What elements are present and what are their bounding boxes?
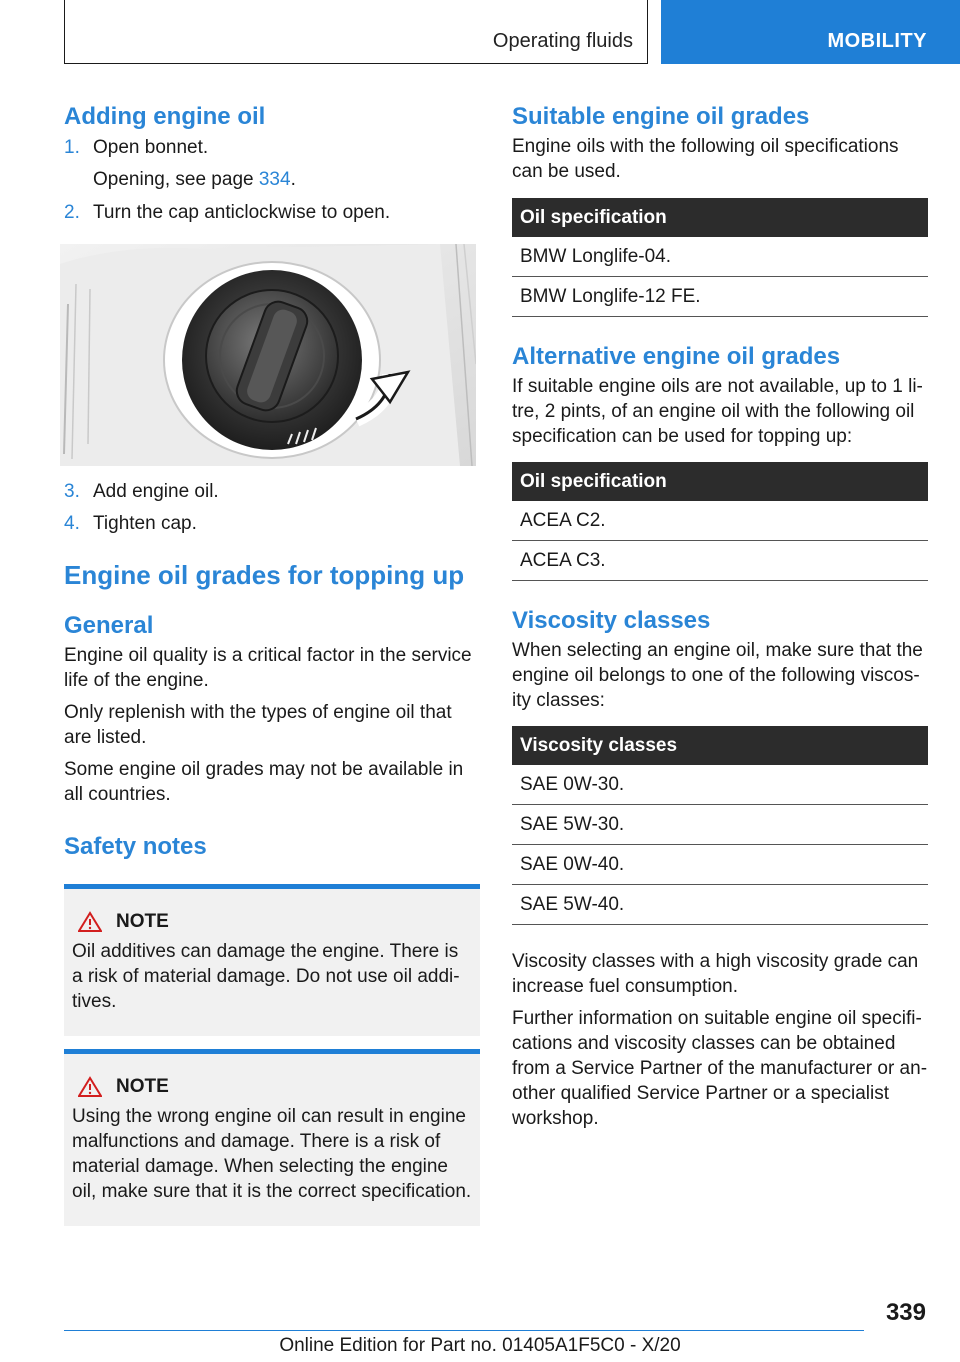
grades-heading: Engine oil grades for topping up	[64, 560, 465, 590]
reference-text: Opening, see page	[93, 169, 259, 190]
alternative-intro: If suitable engine oils are not available, up to 1 litre, 2 pints, of an engine oil with the following oil specification can be used for topping up:	[512, 376, 923, 447]
warning-icon	[78, 911, 102, 933]
general-paragraph: Some engine oil grades may not be available in all countries.	[64, 759, 464, 805]
table-cell: BMW Longlife-04.	[512, 237, 928, 277]
table-header: Oil specification	[512, 198, 928, 237]
step-2	[64, 200, 481, 225]
step-number: 1.	[64, 137, 80, 158]
alternative-grades-heading: Alternative engine oil grades	[512, 343, 841, 370]
table-cell: BMW Longlife-12 FE.	[512, 277, 928, 317]
step-number: 3.	[64, 481, 80, 502]
oil-cap-image	[60, 244, 476, 466]
step-number: 2.	[64, 202, 80, 223]
table-cell: SAE 0W-30.	[512, 765, 928, 805]
viscosity-heading: Viscosity classes	[512, 607, 711, 634]
step-1-reference	[64, 167, 481, 192]
table-header: Viscosity classes	[512, 726, 928, 765]
note-title: NOTE	[116, 911, 169, 932]
alternative-spec-table	[512, 462, 928, 581]
viscosity-table	[512, 726, 928, 925]
section-title: Operating fluids	[492, 30, 633, 52]
step-1	[64, 135, 481, 160]
warning-icon	[78, 1076, 102, 1098]
footer-divider	[64, 1330, 864, 1331]
left-column	[64, 100, 481, 1226]
edition-footer: Online Edition for Part no. 01405A1F5C0 - X/20	[279, 1335, 681, 1356]
table-cell: ACEA C2.	[512, 501, 928, 541]
closing-paragraph: Further information on suitable engine oil specifications and viscosity classes can be obtained from a Service Partner of the manufacturer or another qualified Service Partner or a specialist workshop.	[512, 1008, 928, 1129]
table-header: Oil specification	[512, 462, 928, 501]
step-text: Turn the cap anticlockwise to open.	[93, 202, 391, 223]
header-chapter-tab[interactable]	[661, 0, 960, 64]
oil-cap-illustration	[60, 244, 476, 466]
step-text: Add engine oil.	[93, 481, 219, 502]
table-cell: ACEA C3.	[512, 541, 928, 581]
suitable-intro: Engine oils with the following oil specifications can be used.	[512, 136, 899, 182]
table-cell: SAE 0W-40.	[512, 845, 928, 885]
note-title: NOTE	[116, 1076, 169, 1097]
step-text: Tighten cap.	[93, 513, 197, 534]
page-link[interactable]: 334	[258, 169, 291, 190]
note-text: Using the wrong engine oil can result in engine malfunctions and damage. There is a risk of material damage. When selecting the engine oil, make sure that it is the correct specification.	[72, 1106, 472, 1202]
step-text: Open bonnet.	[93, 137, 209, 158]
table-cell: SAE 5W-30.	[512, 805, 928, 845]
reference-suffix: .	[290, 169, 296, 190]
note-box	[64, 1049, 480, 1226]
right-column	[512, 100, 928, 1131]
step-number: 4.	[64, 513, 80, 534]
suitable-spec-table	[512, 198, 928, 317]
general-paragraph: Engine oil quality is a critical factor in the service life of the engine.	[64, 645, 472, 691]
chapter-title: MOBILITY	[827, 30, 927, 52]
page-number: 339	[885, 1299, 926, 1326]
note-header	[72, 1076, 472, 1098]
suitable-grades-heading: Suitable engine oil grades	[512, 103, 810, 130]
general-paragraph: Only replenish with the types of engine oil that are listed.	[64, 702, 452, 748]
adding-engine-oil-heading: Adding engine oil	[64, 103, 266, 130]
safety-notes-heading: Safety notes	[64, 833, 207, 860]
general-heading: General	[64, 612, 154, 639]
header-section-box	[64, 0, 648, 64]
closing-paragraph: Viscosity classes with a high viscosity grade can increase fuel consumption.	[512, 951, 919, 997]
note-text: Oil additives can damage the engine. There is a risk of material damage. Do not use oil additives.	[72, 941, 460, 1012]
step-4	[64, 511, 481, 536]
viscosity-intro: When selecting an engine oil, make sure that the engine oil belongs to one of the following viscosity classes:	[512, 640, 923, 711]
note-header	[72, 911, 472, 933]
step-3	[64, 479, 481, 504]
table-cell: SAE 5W-40.	[512, 885, 928, 925]
note-box	[64, 884, 480, 1036]
